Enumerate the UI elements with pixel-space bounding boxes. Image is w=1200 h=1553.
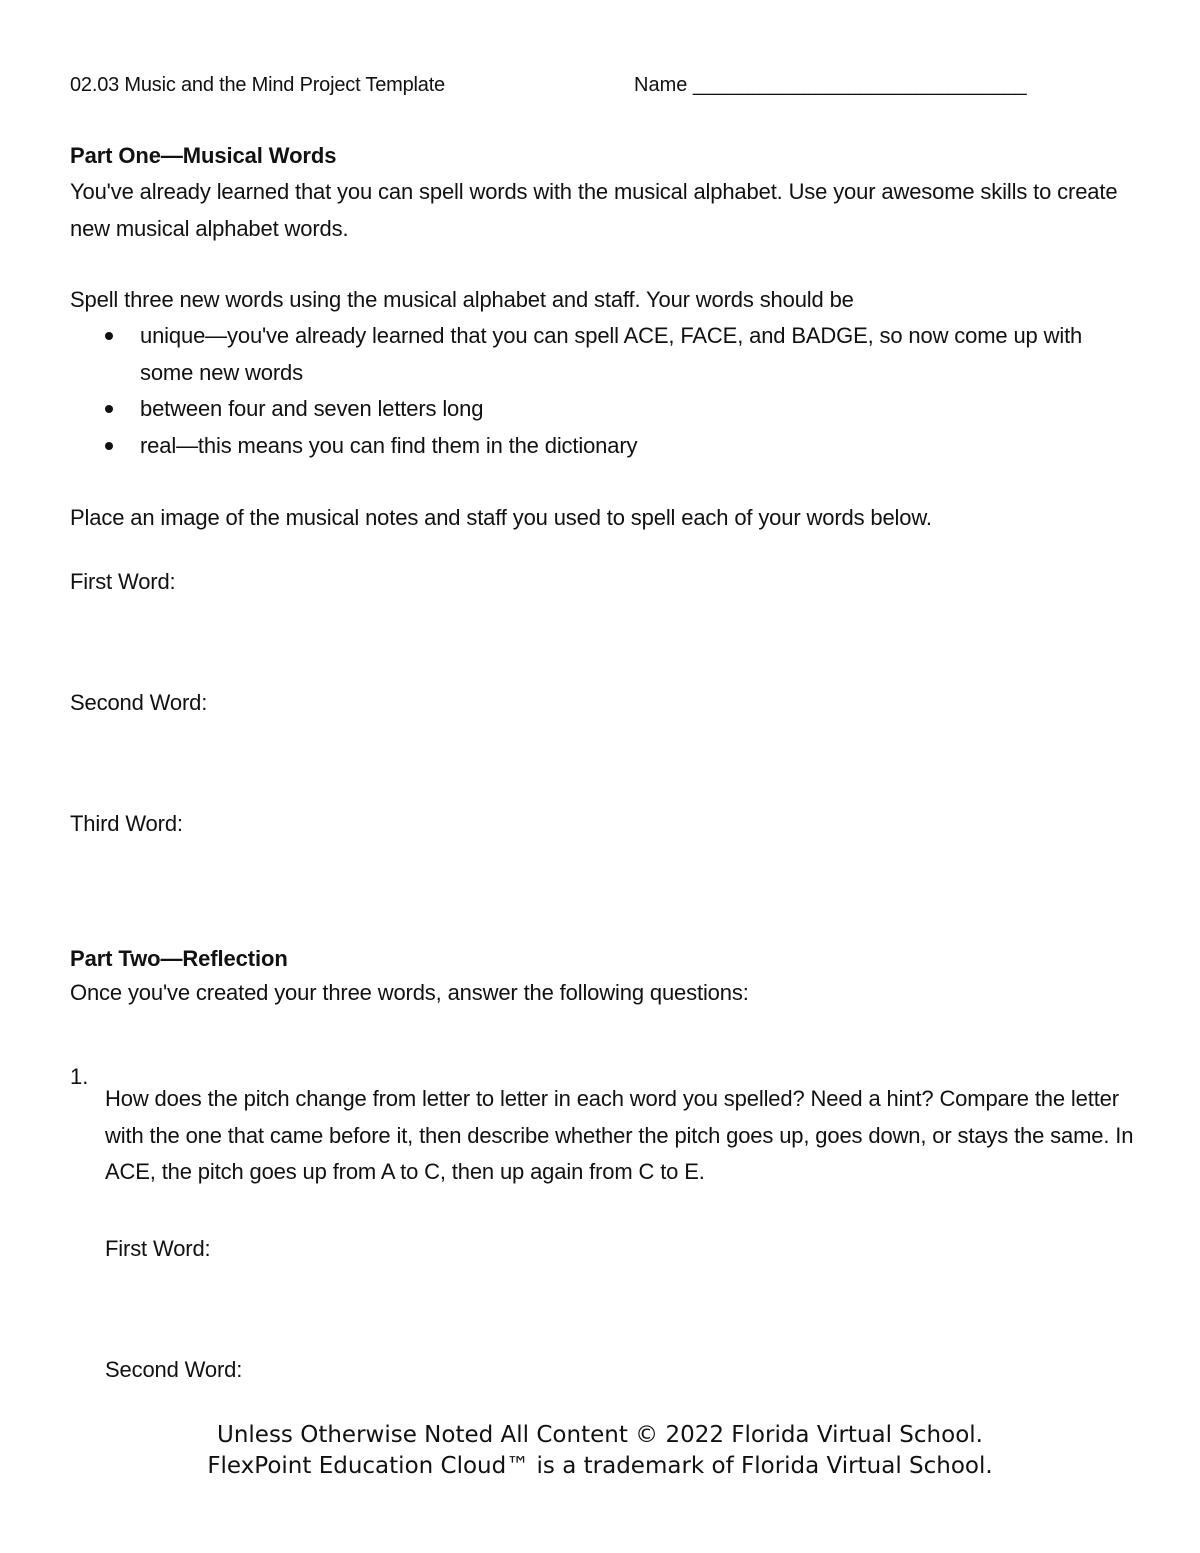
criteria-text: unique—you've already learned that you can spell ACE, FACE, and BADGE, so now come up with some new words [140,323,1083,385]
bullet-icon [105,405,113,413]
place-image-instruction: Place an image of the musical notes and staff you used to spell each of your words below. [70,505,932,530]
criteria-text: between four and seven letters long [140,396,484,421]
criteria-text: real—this means you can find them in the dictionary [140,432,638,458]
copyright-line: Unless Otherwise Noted All Content © 2022 Florida Virtual School. [217,1422,983,1448]
answer-first-word-label: First Word: [105,1236,211,1261]
name-field-label: Name ______________________________ [634,74,1027,96]
document-title: 02.03 Music and the Mind Project Template [70,74,445,96]
copyright-footer [0,1420,1200,1482]
bullet-icon [105,442,113,450]
part-one-heading: Part One—Musical Words [70,143,337,168]
first-word-label: First Word: [70,569,176,594]
criteria-item [70,391,1140,428]
part-one-intro: You've already learned that you can spell words with the musical alphabet. Use your awesome skills to create new musical alphabet words. [70,179,1118,241]
criteria-item [70,318,1140,391]
part-one-instruction: Spell three new words using the musical alphabet and staff. Your words should be [70,287,854,312]
trademark-line: FlexPoint Education Cloud™ is a trademark of Florida Virtual School. [207,1453,993,1479]
question-number: 1. [70,1064,89,1089]
third-word-label: Third Word: [70,811,183,836]
bullet-icon [105,332,113,340]
part-two-intro: Once you've created your three words, answer the following questions: [70,980,749,1005]
part-two-heading: Part Two—Reflection [70,946,288,971]
second-word-label: Second Word: [70,690,208,715]
question-text: How does the pitch change from letter to letter in each word you spelled? Need a hint? Compare the letter with the one that came before it, then describe whether the pitch goes up, goes down, or stays the same. In ACE, the pitch goes up from A to C, then up again from C to E. [105,1086,1134,1184]
criteria-list [70,318,1140,464]
answer-second-word-label: Second Word: [105,1357,243,1382]
criteria-item [70,428,1140,465]
question-1 [70,1059,1140,1213]
